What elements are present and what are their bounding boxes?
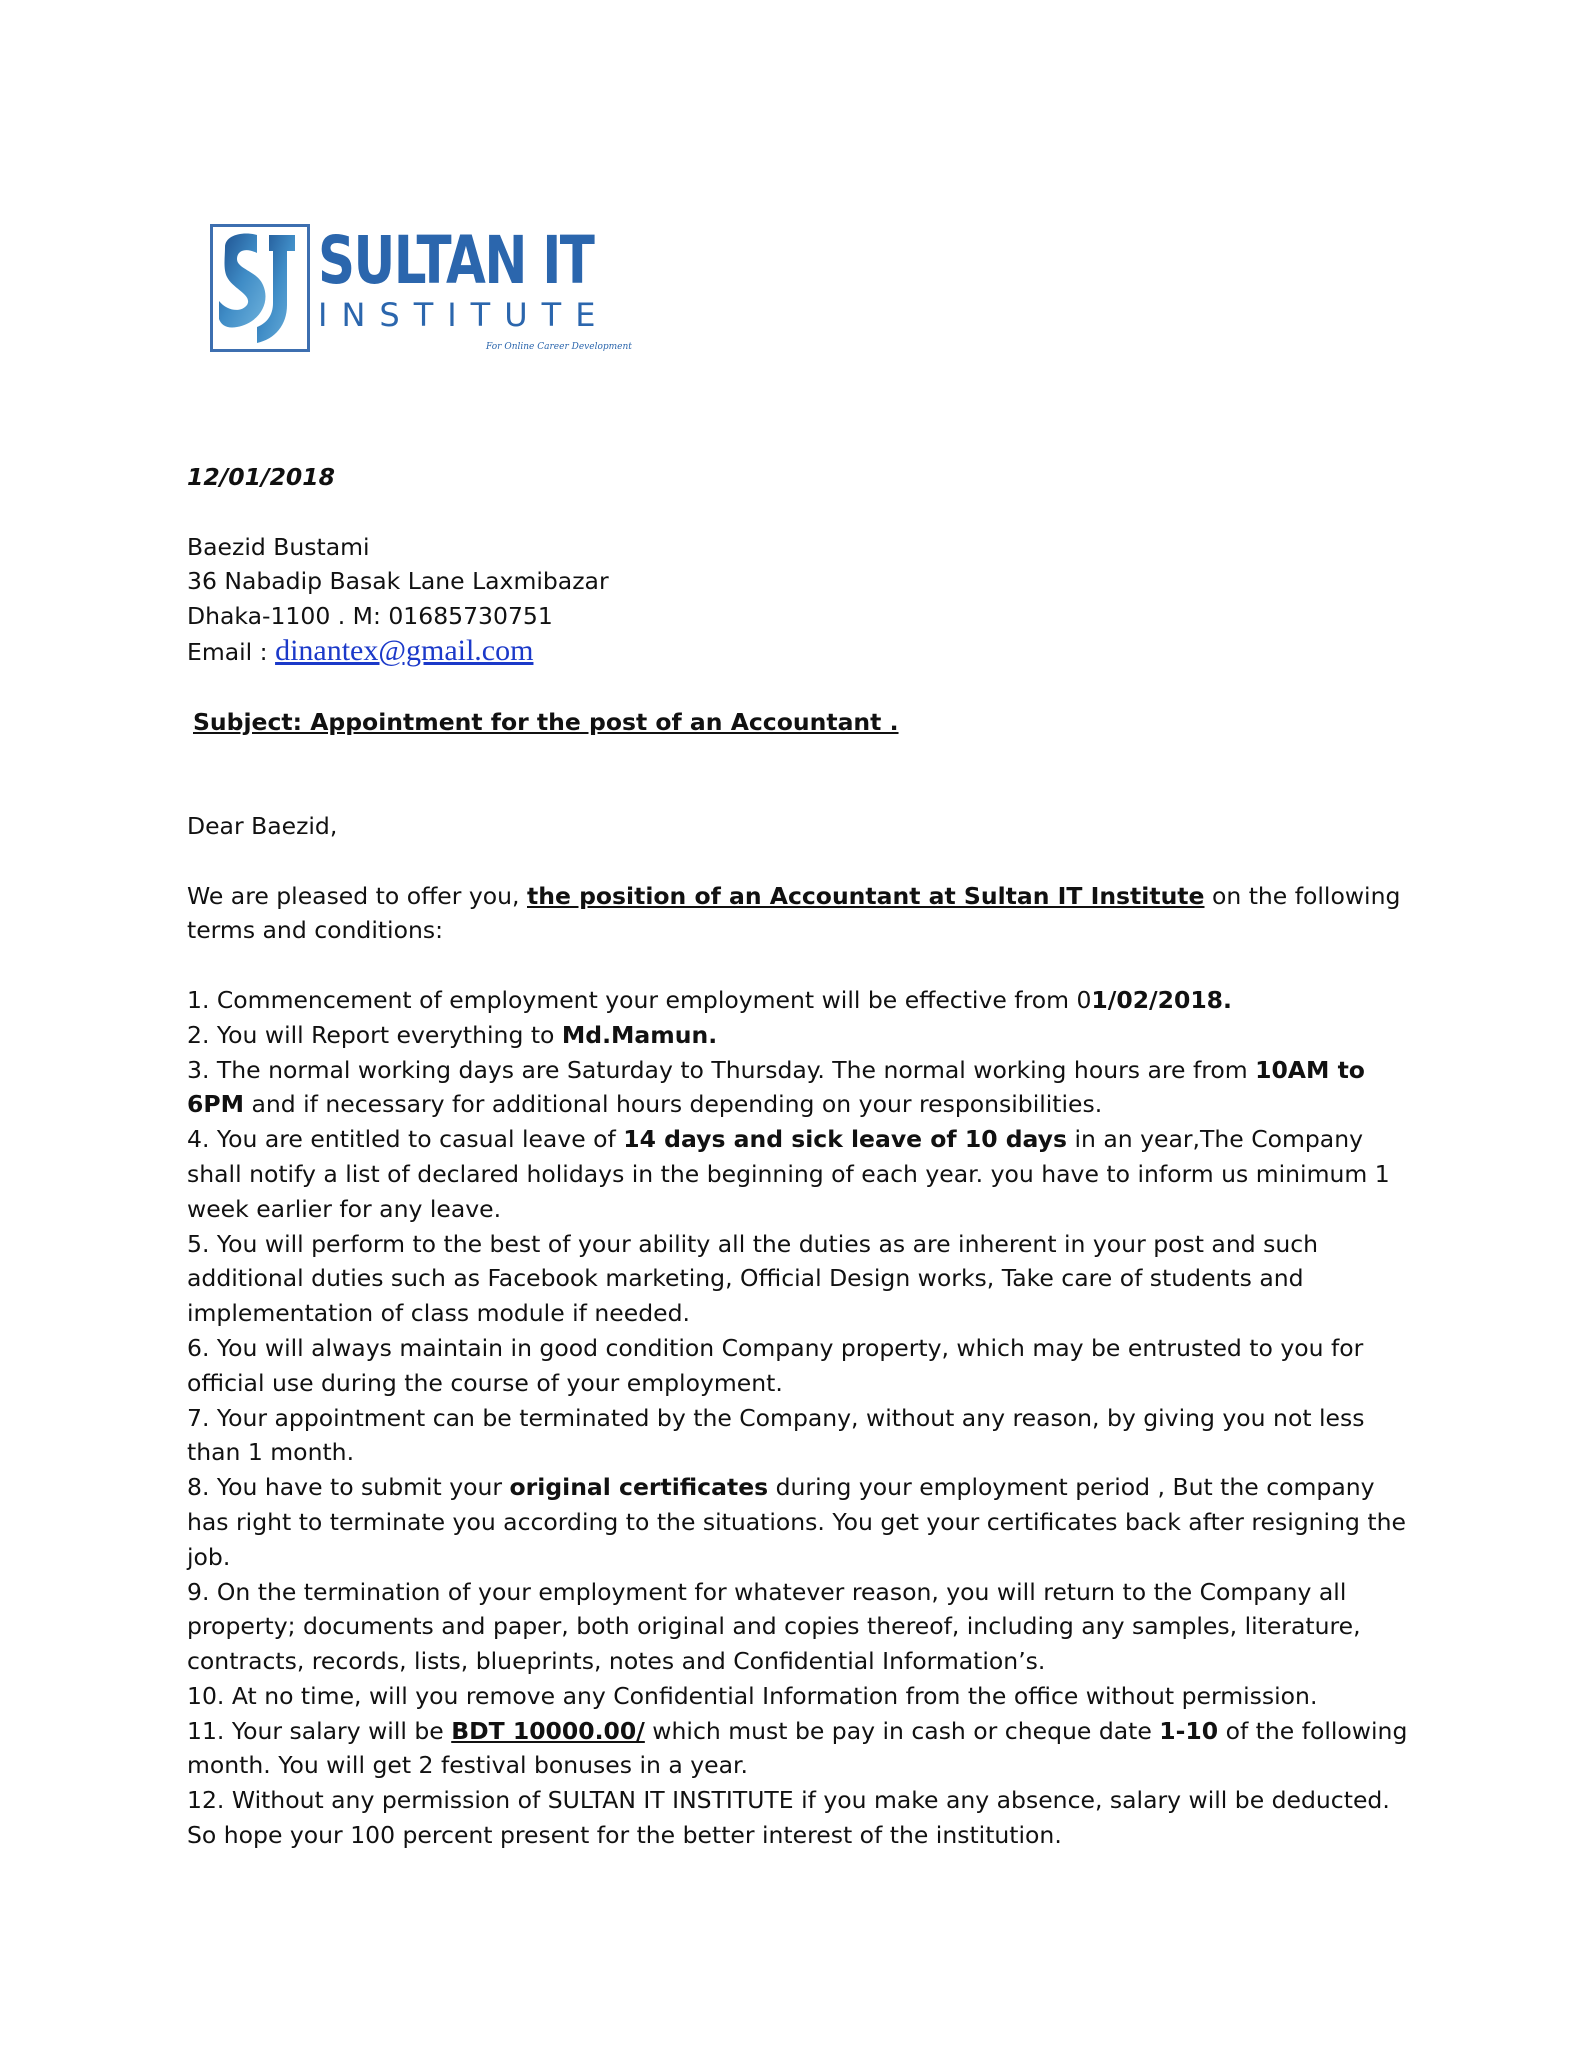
term-bold: original certificates: [509, 1473, 769, 1502]
company-logo: [210, 222, 630, 357]
intro-highlight: the position of an Accountant at Sultan IT Institute: [527, 881, 1205, 910]
terms-list: [187, 983, 1417, 1853]
salary-amount: BDT 10000.00/: [451, 1716, 645, 1745]
term-text: of the following month. You will get 2 festival bonuses in a year.: [187, 1716, 1408, 1780]
term-text: 1. Commencement of employment your employment will be effective from 0: [187, 985, 1092, 1014]
term-text: 3. The normal working days are Saturday to Thursday. The normal working hours are from: [187, 1055, 1256, 1084]
term-bold: Md.Mamun.: [561, 1020, 718, 1049]
recipient-address: 36 Nabadip Basak Lane Laxmibazar: [187, 567, 609, 596]
term-text: and if necessary for additional hours depending on your responsibilities.: [243, 1090, 1103, 1119]
recipient-email-line: [187, 634, 1417, 670]
term-text: which must be pay in cash or cheque date: [644, 1716, 1160, 1745]
term-item: 9. On the termination of your employment for whatever reason, you will return to the Company all property; documents and paper, both original and copies thereof, including any samples, literature, contracts, records, lists, blueprints, notes and Confidential Information’s.: [187, 1577, 1361, 1676]
term-bold: 1-10: [1159, 1716, 1219, 1745]
term-text: 11. Your salary will be: [187, 1716, 452, 1745]
term-item: 5. You will perform to the best of your ability all the duties as are inherent in your post and such additional duties such as Facebook marketing, Official Design works, Take care of students and implementation of class module if needed.: [187, 1229, 1319, 1328]
term-item: [187, 1018, 1417, 1053]
term-item: [187, 1470, 1417, 1574]
salutation: Dear Baezid,: [187, 811, 338, 840]
intro-text-end: on the following terms and conditions:: [187, 881, 1401, 945]
term-item: 6. You will always maintain in good condition Company property, which may be entrusted to you for official use during the course of your employment.: [187, 1333, 1364, 1397]
term-text: in an year,The Company shall notify a list of declared holidays in the beginning of each year. you have to inform us minimum 1 week earlier for any leave.: [187, 1125, 1390, 1223]
term-bold: 10AM to 6PM: [187, 1055, 1365, 1119]
letter-body: [187, 460, 1417, 1853]
term-text: during your employment period , But the company has right to terminate you according to the situations. You get your certificates back after resigning the job.: [187, 1473, 1406, 1571]
logo-mark-icon: [210, 224, 310, 352]
term-item: [187, 1714, 1417, 1784]
term-text: 4. You are entitled to casual leave of: [187, 1125, 624, 1154]
term-item: [187, 1053, 1417, 1123]
term-item: [187, 983, 1417, 1018]
term-item: [187, 1122, 1417, 1226]
recipient-block: [187, 530, 1417, 670]
logo-name: SULTAN IT: [318, 222, 594, 299]
logo-subtitle: INSTITUTE: [318, 296, 610, 334]
term-bold: 1/02/2018.: [1091, 985, 1232, 1014]
term-bold: 14 days and sick leave of 10 days: [623, 1125, 1067, 1154]
recipient-name: Baezid Bustami: [187, 532, 370, 561]
term-item: 12. Without any permission of SULTAN IT INSTITUTE if you make any absence, salary will be deducted. So hope your 100 percent present for the better interest of the institution.: [187, 1786, 1390, 1850]
term-text: 2. You will Report everything to: [187, 1020, 562, 1049]
term-item: 10. At no time, will you remove any Confidential Information from the office without permission.: [187, 1681, 1318, 1710]
letter-date: 12/01/2018: [187, 463, 335, 491]
term-text: 8. You have to submit your: [187, 1473, 510, 1502]
term-item: 7. Your appointment can be terminated by the Company, without any reason, by giving you not less than 1 month.: [187, 1403, 1365, 1467]
recipient-city-phone: Dhaka-1100 . M: 01685730751: [187, 602, 553, 631]
letter-subject: Subject: Appointment for the post of an Accountant .: [193, 707, 899, 736]
intro-text: We are pleased to offer you,: [187, 881, 527, 910]
intro-paragraph: [187, 879, 1417, 949]
logo-tagline: For Online Career Development: [486, 342, 632, 352]
email-link[interactable]: dinantex@gmail.com: [275, 633, 534, 667]
email-label: Email :: [187, 637, 276, 666]
